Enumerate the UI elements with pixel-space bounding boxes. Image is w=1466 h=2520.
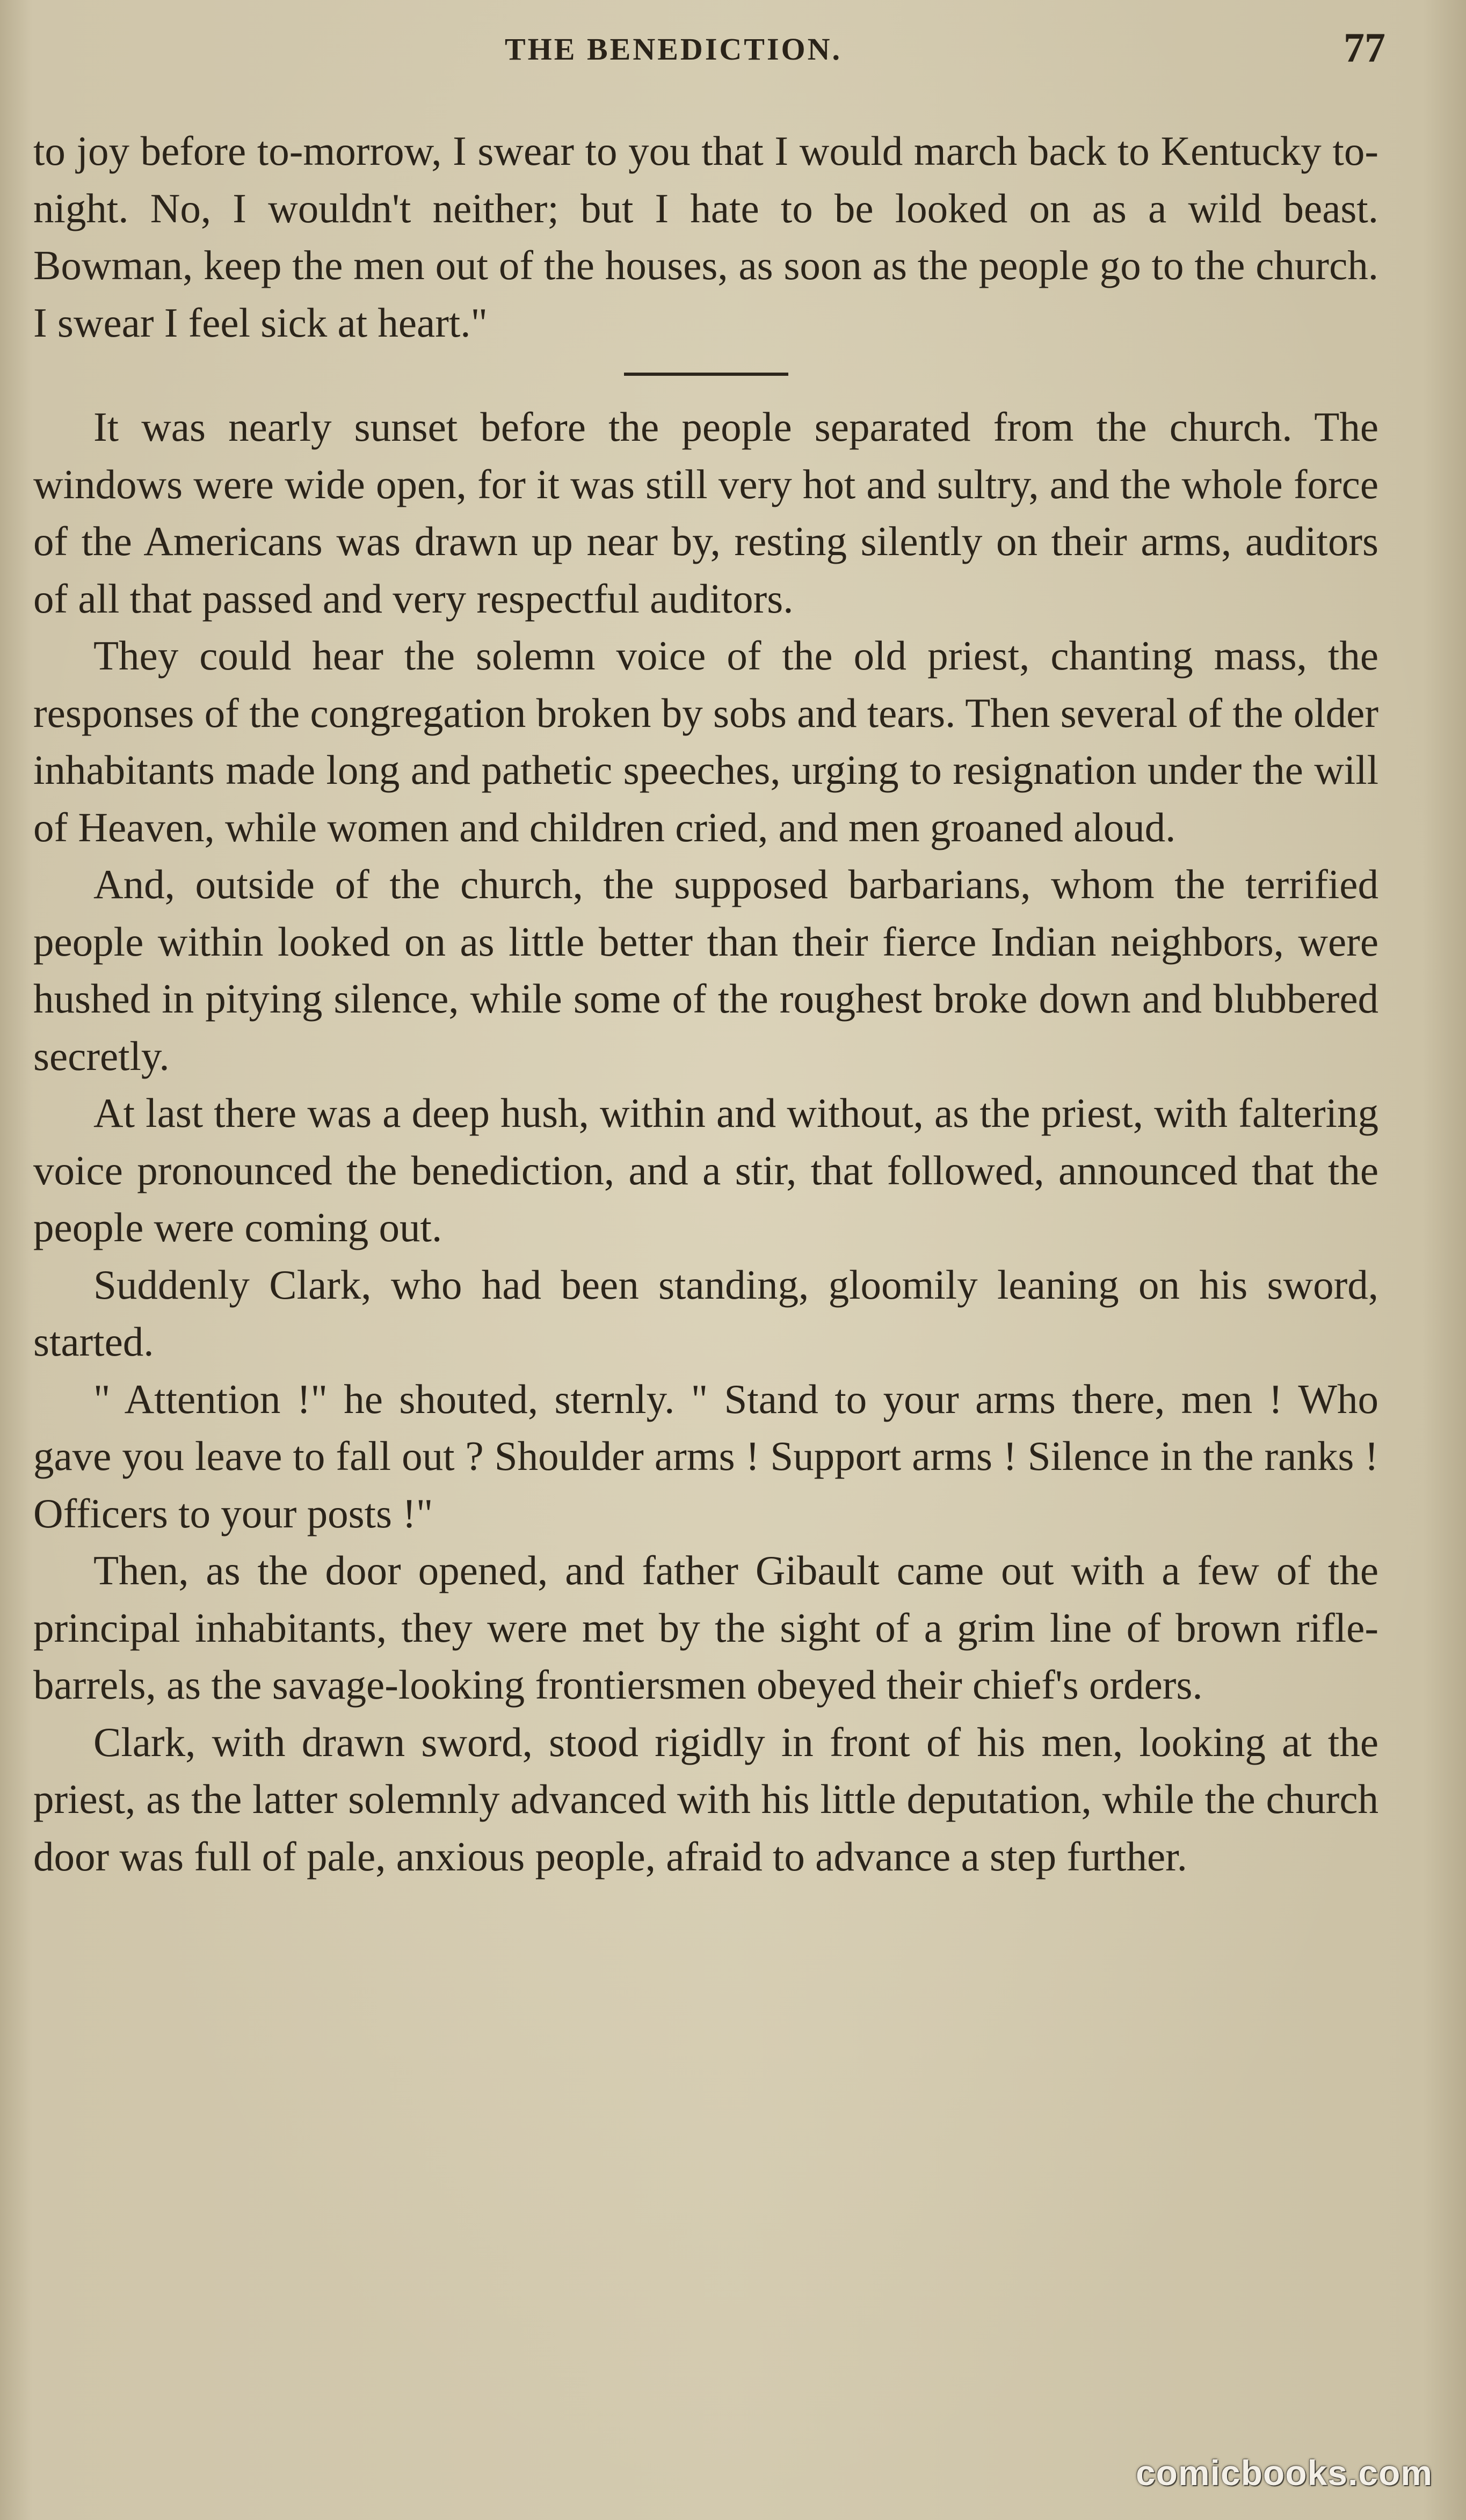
running-title: THE BENEDICTION. [505, 32, 843, 67]
paragraph: At last there was a deep hush, within and without, as the priest, with faltering voice pronounced the benediction, and a stir, that followed, announced that the people were coming out. [33, 1090, 1378, 1250]
page-number: 77 [1344, 24, 1385, 71]
paragraph: Suddenly Clark, who had been standing, gloomily leaning on his sword, started. [33, 1261, 1378, 1365]
paragraph: They could hear the solemn voice of the old priest, chanting mass, the responses of the congregation broken by sobs and tears. Then several of the older inhabitants made long and pathetic speeches, urging to resignation under the will of Heaven, while women and children cried, and men groaned aloud. [33, 632, 1378, 850]
paragraph: Clark, with drawn sword, stood rigidly in front of his men, looking at the priest, as the latter solemnly advanced with his little deputation, while the church door was full of pale, anxious people, afraid to advance a step further. [33, 1718, 1378, 1880]
paragraph: Then, as the door opened, and father Gibault came out with a few of the principal inhabitants, they were met by the sight of a grim line of brown rifle-barrels, as the savage-looking frontiersmen obeyed their chief's orders. [33, 1547, 1378, 1708]
section-divider [624, 373, 788, 376]
running-head [0, 20, 1466, 79]
paragraph-continuation: to joy before to-morrow, I swear to you that I would march back to Kentucky to-night. No, I wouldn't neither; but I hate to be looked on as a wild beast. Bowman, keep the men out of the houses, as soon as the people go to the church. I swear I feel sick at heart." [33, 128, 1378, 346]
site-watermark: comicbooks.com [1135, 2453, 1433, 2493]
paragraph: It was nearly sunset before the people separated from the church. The windows were wide open, for it was still very hot and sultry, and the whole force of the Americans was drawn up near by, resting silently on their arms, auditors of all that passed and very respectful auditors. [33, 404, 1378, 622]
body-text [33, 122, 1378, 1885]
paragraph: And, outside of the church, the supposed barbarians, whom the terrified people within looked on as little better than their fierce Indian neighbors, were hushed in pitying silence, while some of the roughest broke down and blubbered secretly. [33, 861, 1378, 1079]
paragraph-dialogue: " Attention !" he shouted, sternly. " Stand to your arms there, men ! Who gave you leave to fall out ? Shoulder arms ! Support arms ! Silence in the ranks ! Officers to your posts !" [33, 1375, 1378, 1536]
